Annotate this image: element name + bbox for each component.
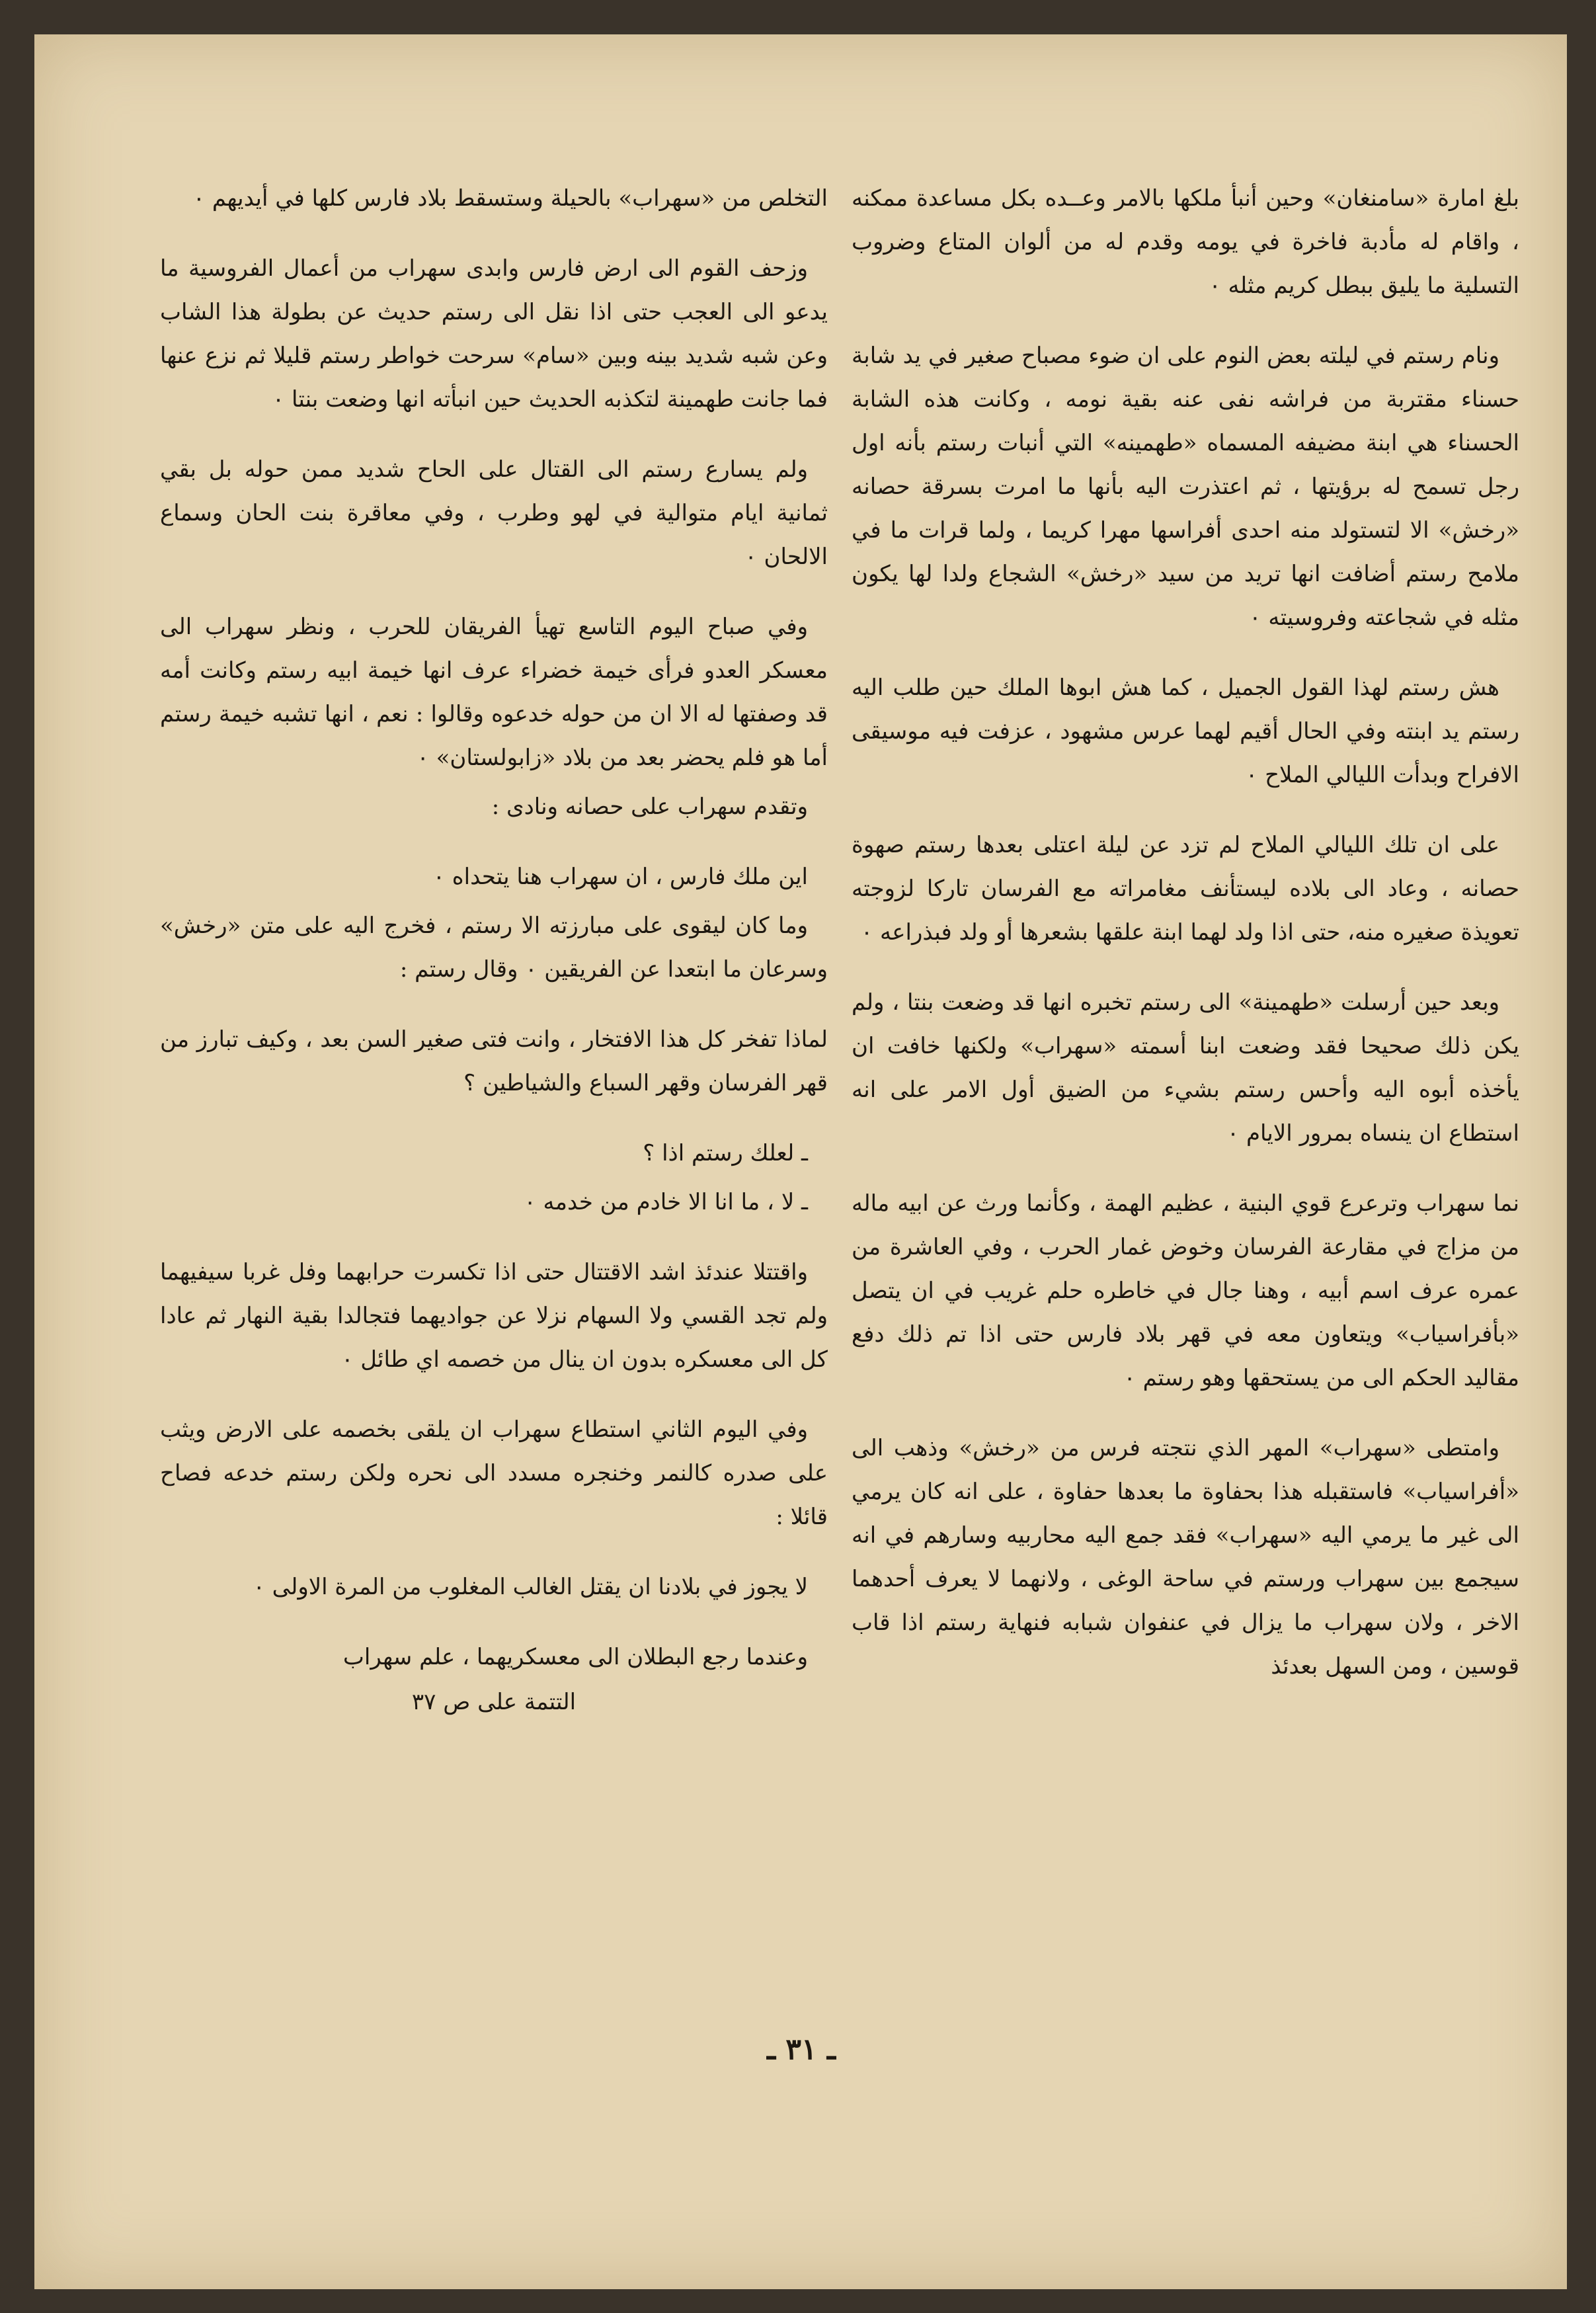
paragraph: وزحف القوم الى ارض فارس وابدى سهراب من أعمال الفروسية ما يدعو الى العجب حتى اذا نقل الى رستم حديث عن بطولة هذا الشاب وعن شبه شديد بينه وبين «سام» سرحت خواطر رستم قليلا ثم نزع عنها فما جانت طهمينة لتكذبه الحديث حين انبأته انها وضعت بنتا ٠ (160, 255, 828, 413)
paragraph: ونام رستم في ليلته بعض النوم على ان ضوء مصباح صغير في يد شابة حسناء مقتربة من فراشه نفى عنه بقية نومه ، وكانت هذه الشابة الحسناء هي ابنة مضيفه المسماه «طهمينه» التي أنبات رستم بأنه اول رجل تسمح له برؤيتها ، ثم اعتذرت اليه بأنها ما امرت بسرقة حصانه «رخش» الا لتستولد منه احدى أفراسها مهرا كريما ، ولما قرات ما في ملامح رستم أضافت انها تريد من سيد «رخش» الشجاع ولدا لها يكون مثله في شجاعته وفروسيته ٠ (852, 343, 1519, 631)
paragraph: وامتطى «سهراب» المهر الذي نتجته فرس من «رخش» وذهب الى «أفراسياب» فاستقبله هذا بحفاوة ما بعدها حفاوة ، على انه كان يرمي الى غير ما يرمي اليه «سهراب» فقد جمع اليه محاربيه وسارهم في انه سيجمع بين سهراب ورستم في ساحة الوغى ، ولانهما لا يعرف أحدهما الاخر ، ولان سهراب ما يزال في عنفوان شبابه فنهاية رستم اذا قاب قوسين ، ومن السهل بعدئذ (852, 1435, 1519, 1680)
paragraph: اين ملك فارس ، ان سهراب هنا يتحداه ٠ (432, 864, 808, 890)
magazine-page (34, 34, 1567, 2289)
paragraph: وتقدم سهراب على حصانه ونادى : (491, 793, 808, 820)
paragraph: وفي صباح اليوم التاسع تهيأ الفريقان للحرب ، ونظر سهراب الى معسكر العدو فرأى خيمة خضراء عرف انها خيمة ابيه رستم وكانت أمه قد وصفتها له الا ان من حوله خدعوه وقالوا : نعم ، انها تشبه خيمة رستم أما هو فلم يحضر بعد من بلاد «زابولستان» ٠ (160, 614, 828, 771)
paragraph: لا يجوز في بلادنا ان يقتل الغالب المغلوب من المرة الاولى ٠ (253, 1574, 808, 1600)
paragraph: بلغ امارة «سامنغان» وحين أنبأ ملكها بالامر وعــده بكل مساعدة ممكنه ، واقام له مأدبة فاخرة في يومه وقدم له من ألوان المتاع وضروب التسلية ما يليق ببطل كريم مثله ٠ (852, 185, 1519, 299)
dialogue-line: ـ لعلك رستم اذا ؟ (643, 1140, 808, 1166)
dialogue-line: ـ لا ، ما انا الا خادم من خدمه ٠ (524, 1189, 808, 1215)
right-column (852, 177, 1519, 1715)
paragraph: وعندما رجع البطلان الى معسكريهما ، علم سهراب (342, 1644, 808, 1670)
paragraph: وما كان ليقوى على مبارزته الا رستم ، فخرج اليه على متن «رخش» وسرعان ما ابتعدا عن الفريقين ٠ وقال رستم : (160, 913, 828, 983)
paragraph: وبعد حين أرسلت «طهمينة» الى رستم تخبره انها قد وضعت بنتا ، ولم يكن ذلك صحيحا فقد وضعت ابنا أسمته «سهراب» ولكنها خافت ان يأخذه أبوه اليه وأحس رستم بشيء من الضيق أول الامر على انه استطاع ان ينساه بمرور الايام ٠ (852, 989, 1519, 1147)
paragraph: ولم يسارع رستم الى القتال على الحاح شديد ممن حوله بل بقي ثمانية ايام متوالية في لهو وطرب ، وفي معاقرة بنت الحان وسماع الالحان ٠ (160, 456, 828, 570)
paragraph: وفي اليوم الثاني استطاع سهراب ان يلقى بخصمه على الارض ويثب على صدره كالنمر وخنجره مسدد الى نحره ولكن رستم خدعه فصاح قائلا : (160, 1416, 828, 1530)
paragraph: التخلص من «سهراب» بالحيلة وستسقط بلاد فارس كلها في أيديهم ٠ (192, 185, 828, 212)
paragraph: على ان تلك الليالي الملاح لم تزد عن ليلة اعتلى بعدها رستم صهوة حصانه ، وعاد الى بلاده ليستأنف مغامراته مع الفرسان تاركا لزوجته تعويذة صغيره منه، حتى اذا ولد لهما ابنة علقها بشعرها أو ولد فبذراعه ٠ (852, 832, 1519, 946)
page-number: ـ ٣١ ـ (767, 2033, 836, 2066)
continuation-note: التتمة على ص ٣٧ (411, 1689, 577, 1715)
left-column (160, 177, 828, 1724)
paragraph: لماذا تفخر كل هذا الافتخار ، وانت فتى صغير السن بعد ، وكيف تبارز من قهر الفرسان وقهر السباع والشياطين ؟ (160, 1026, 828, 1096)
paragraph: نما سهراب وترعرع قوي البنية ، عظيم الهمة ، وكأنما ورث عن ابيه ماله من مزاج في مقارعة الفرسان وخوض غمار الحرب ، وفي العاشرة من عمره عرف اسم أبيه ، وهنا جال في خاطره حلم غريب في ان يتصل «بأفراسياب» ويتعاون معه في قهر بلاد فارس حتى اذا تم ذلك دفع مقاليد الحكم الى من يستحقها وهو رستم ٠ (852, 1190, 1519, 1391)
paragraph: هش رستم لهذا القول الجميل ، كما هش ابوها الملك حين طلب اليه رستم يد ابنته وفي الحال أقيم لهما عرس مشهود ، عزفت فيه موسيقى الافراح وبدأت الليالي الملاح ٠ (852, 674, 1519, 788)
paragraph: واقتتلا عندئذ اشد الاقتتال حتى اذا تكسرت حرابهما وفل غربا سيفيهما ولم تجد القسي ولا السهام نزلا عن جواديهما فتجالدا بقية النهار ثم عادا كل الى معسكره بدون ان ينال من خصمه اي طائل ٠ (160, 1259, 828, 1373)
